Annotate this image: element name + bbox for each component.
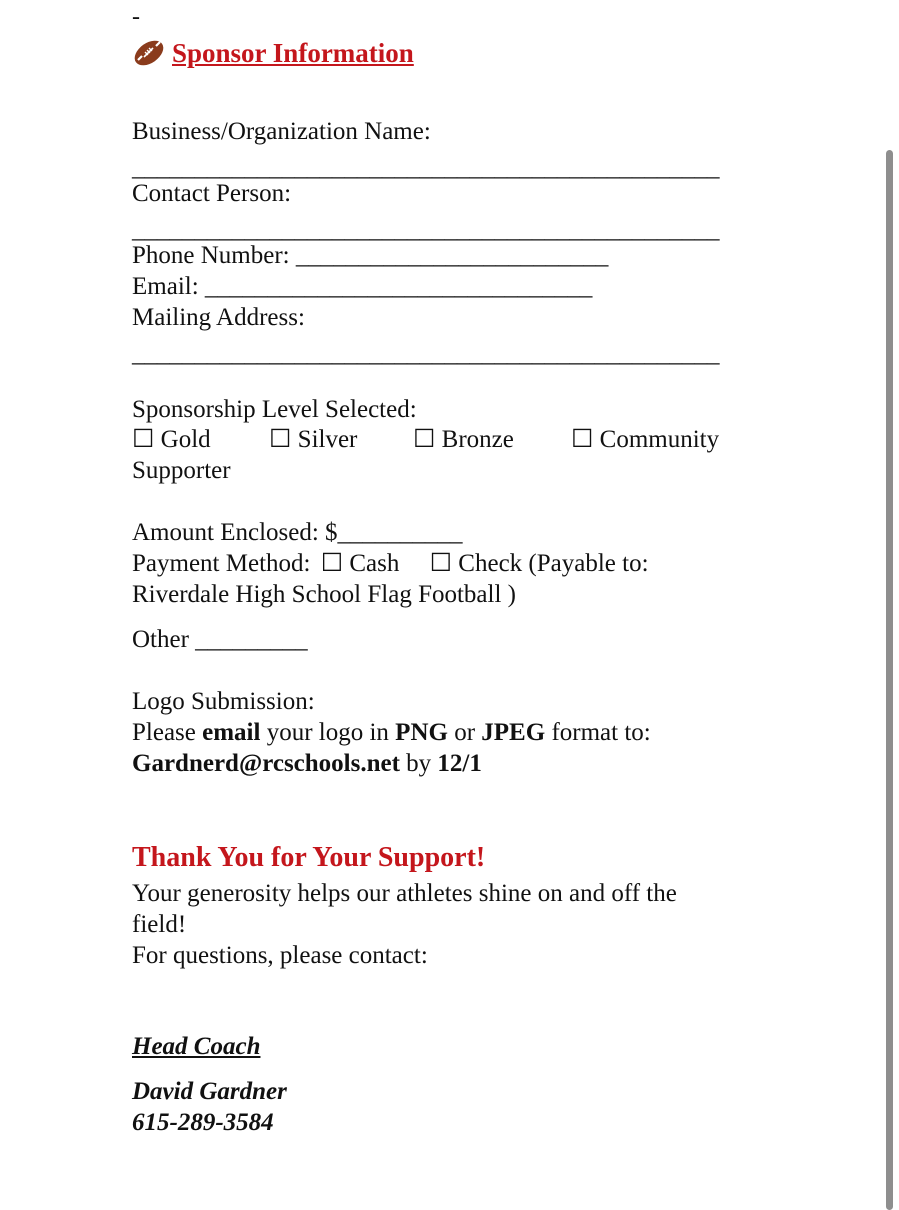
logo-text-please: Please: [132, 719, 203, 746]
section-title: [132, 36, 414, 70]
payment-check-checkbox[interactable]: ☐ Check (Payable to:: [429, 550, 649, 577]
level-gold-checkbox[interactable]: ☐ Gold: [132, 426, 211, 453]
level-community-checkbox[interactable]: ☐ Community: [571, 426, 720, 453]
logo-instructions: [132, 718, 651, 748]
football-icon: [132, 38, 166, 68]
thank-you-heading: Thank You for Your Support!: [132, 842, 486, 873]
other-field[interactable]: Other _________: [132, 626, 308, 653]
payment-method-row: [132, 549, 649, 579]
level-silver-checkbox[interactable]: ☐ Silver: [269, 426, 358, 453]
contact-phone[interactable]: 615-289-3584: [132, 1109, 274, 1136]
level-community-wrap: Supporter: [132, 457, 231, 484]
mailing-address-field[interactable]: _______________________________________________: [132, 340, 720, 367]
phone-label: Phone Number:: [132, 242, 290, 269]
level-bronze-checkbox[interactable]: ☐ Bronze: [413, 426, 514, 453]
logo-text-or: or: [447, 719, 482, 746]
email-row: [132, 272, 592, 302]
logo-text-jpeg: JPEG: [481, 719, 546, 746]
phone-field[interactable]: _________________________: [295, 242, 609, 269]
payable-to-text: Riverdale High School Flag Football ): [132, 581, 516, 608]
business-name-field[interactable]: _______________________________________________: [132, 154, 720, 181]
logo-email-line: [132, 749, 482, 779]
logo-deadline: 12/1: [437, 750, 482, 777]
phone-row: [132, 241, 608, 271]
contact-name: David Gardner: [132, 1078, 287, 1105]
logo-submission-heading: Logo Submission:: [132, 688, 315, 715]
business-name-label: Business/Organization Name:: [132, 118, 431, 145]
logo-text-your-logo: your logo in: [260, 719, 396, 746]
contact-person-label: Contact Person:: [132, 180, 292, 207]
contact-role: Head Coach: [132, 1033, 261, 1060]
closing-line-2: field!: [132, 911, 187, 938]
payment-method-label: Payment Method:: [132, 550, 311, 577]
logo-text-email: email: [202, 719, 261, 746]
logo-text-by: by: [399, 750, 438, 777]
logo-text-format: format to:: [545, 719, 651, 746]
questions-contact: For questions, please contact:: [132, 942, 428, 969]
stray-dash: -: [132, 4, 140, 30]
mailing-address-label: Mailing Address:: [132, 304, 305, 331]
email-label: Email:: [132, 273, 199, 300]
section-title-text: Sponsor Information: [172, 38, 414, 68]
email-field[interactable]: _______________________________: [204, 273, 593, 300]
closing-line-1: Your generosity helps our athletes shine on and off the: [132, 880, 677, 907]
logo-text-png: PNG: [395, 719, 448, 746]
payment-cash-checkbox[interactable]: ☐ Cash: [320, 550, 400, 577]
amount-enclosed-field[interactable]: Amount Enclosed: $__________: [132, 519, 463, 546]
logo-email-address[interactable]: Gardnerd@rcschools.net: [132, 750, 400, 777]
sponsorship-level-label: Sponsorship Level Selected:: [132, 396, 417, 423]
vertical-scrollbar[interactable]: [886, 150, 893, 1210]
contact-person-field[interactable]: _______________________________________________: [132, 216, 720, 243]
